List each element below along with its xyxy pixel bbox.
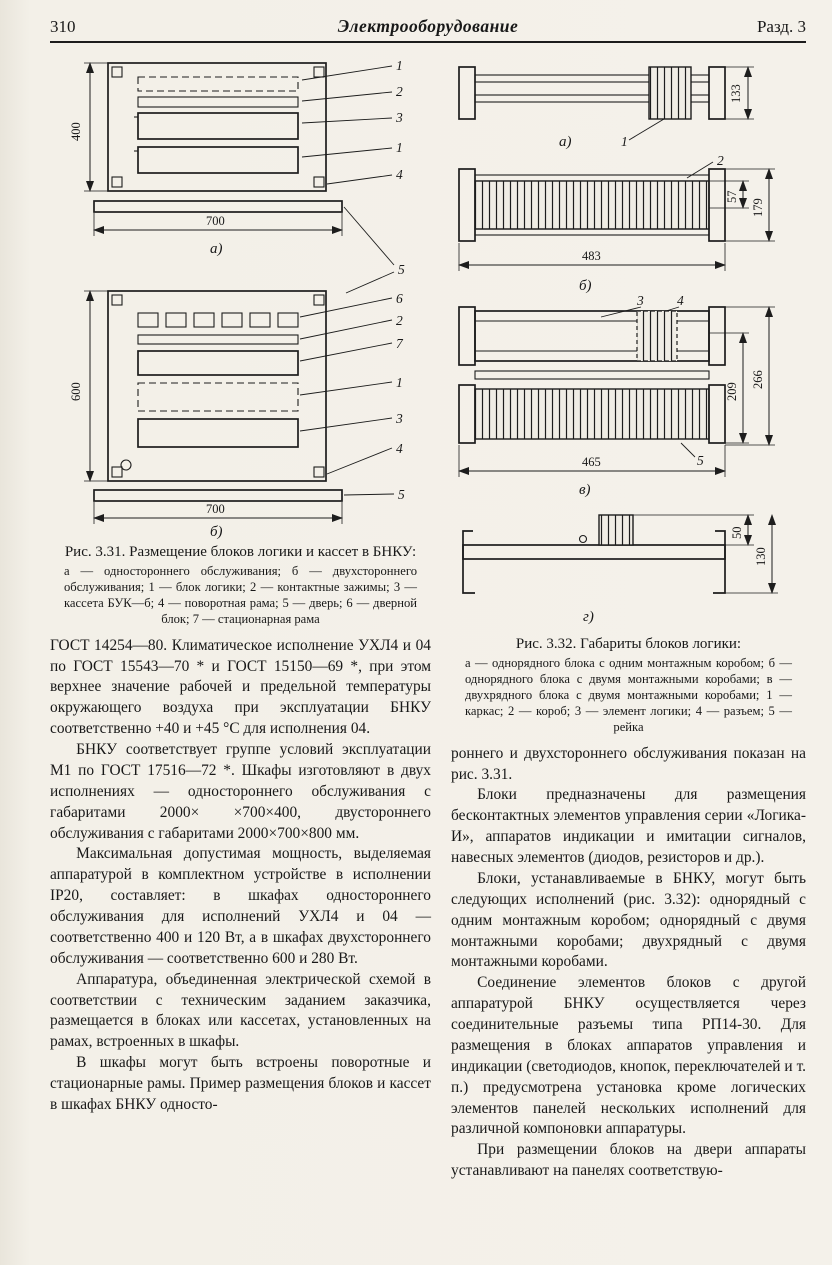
paragraph: ГОСТ 14254—80. Климатическое исполнение УХЛ4 и 04 по ГОСТ 15543—70 * и ГОСТ 15150—69 *, при этом верхнее значение рабочей и предельной температуры окружающего воздуха при эксплуатации БНКУ соответственно +40 и +45 °С для исполнения 04. <box>50 636 431 738</box>
fig31-b-dim-width: 700 <box>206 502 225 516</box>
fig31-b-dim-height: 600 <box>69 382 83 401</box>
fig32-v-callout-4: 4 <box>677 293 684 308</box>
two-column-layout <box>0 43 832 1182</box>
right-column-text <box>451 744 806 1182</box>
figure-3-31 <box>50 53 431 628</box>
figure-3-31-drawing <box>50 53 431 539</box>
figure-3-32-drawing <box>451 53 806 631</box>
fig32-a-callout-1: 1 <box>621 134 628 149</box>
fig32-v-dim-inner: 209 <box>725 382 739 401</box>
fig31-b-callout-3: 3 <box>396 411 403 426</box>
fig31-a-callout-2: 2 <box>396 84 403 99</box>
paragraph: Блоки предназначены для размещения бесконтактных элементов управления серии «Логика-И», аппаратов индикации и имитации сигналов, навесных элементов (диодов, резисторов и др.). <box>451 786 806 867</box>
fig31-b-callout-6: 6 <box>396 291 403 306</box>
fig32-v-dim-outer: 266 <box>751 370 765 389</box>
fig31-caption-title: Рис. 3.31. Размещение блоков логики и кассет в БНКУ: <box>64 544 417 560</box>
fig31-a-callout-5: 5 <box>398 262 405 277</box>
running-title: Электрооборудование <box>337 16 519 36</box>
fig32-b-dim-width: 483 <box>582 249 601 263</box>
fig31-a-callout-1b: 1 <box>396 140 403 155</box>
fig32-a-label: а) <box>559 134 572 150</box>
fig31-b-callout-5: 5 <box>398 487 405 502</box>
fig31-a-dim-height: 400 <box>69 122 83 141</box>
page-header <box>50 16 806 43</box>
fig31-a-label: а) <box>210 241 223 257</box>
fig31-a-dim-width: 700 <box>206 214 225 228</box>
fig32-g-label: г) <box>583 609 594 625</box>
fig31-b-callout-2: 2 <box>396 313 403 328</box>
fig32-b-dim-outer: 179 <box>751 198 765 217</box>
fig31-caption-legend: а — одностороннего обслуживания; б — двухстороннего обслуживания; 1 — блок логики; 2 — контактные зажимы; 3 — кассета БУК—б; 4 — поворотная рама; 5 — дверь; 6 — дверной блок; 7 — стационарная рама <box>64 563 417 626</box>
fig31-b-callout-7: 7 <box>396 336 403 351</box>
fig32-v-label: в) <box>579 482 591 498</box>
fig32-v-dim-width: 465 <box>582 455 601 469</box>
paragraph: При размещении блоков на двери аппараты устанавливают на панелях соответствую- <box>451 1141 806 1180</box>
figure-3-32 <box>451 53 806 736</box>
fig32-g-dim-bottom: 130 <box>754 547 768 566</box>
page-number: 310 <box>50 17 76 36</box>
fig32-b-callout-2: 2 <box>717 153 724 168</box>
fig32-caption-legend: а — однорядного блока с одним монтажным коробом; б — однорядного блока с двумя монтажными коробами; в — двухрядного блока с двумя монтажными коробами; 1 — каркас; 2 — короб; 3 — элемент логики; 4 — разъем; 5 — рейка <box>465 655 792 734</box>
fig31-b-label: б) <box>210 524 223 539</box>
fig31-b-callout-1: 1 <box>396 375 403 390</box>
left-column-text <box>50 636 431 1116</box>
paragraph: Соединение элементов блоков с другой аппаратурой БНКУ осуществляется через соединительные разъемы типа РП14-30. Для размещения в блоках аппаратов управления и индикации (светодиодов, кнопок, переключателей и т. п.) предусмотрена установка кроме логических элементов панелей нескольких исполнений для различной компоновки аппаратуры. <box>451 974 806 1138</box>
paragraph: Максимальная допустимая мощность, выделяемая аппаратурой в комплектном устройстве в исполнении IP20, составляет: в шкафах одностороннего обслуживания для исполнений УХЛ4 и 04 — соответственно 400 и 120 Вт, а в шкафах двухстороннего обслуживания — соответственно 600 и 280 Вт. <box>50 845 431 967</box>
paragraph: Аппаратура, объединенная электрической схемой в соответствии с техническим заданием заказчика, размещается в блоках или кассетах, установленных на рамах, встроенных в шкафы. <box>50 970 431 1051</box>
right-column <box>451 53 806 1182</box>
paragraph: роннего и двухстороннего обслуживания показан на рис. 3.31. <box>451 744 806 783</box>
fig32-v-callout-5: 5 <box>697 453 704 468</box>
section-label: Разд. 3 <box>756 17 806 36</box>
fig32-caption-title: Рис. 3.32. Габариты блоков логики: <box>515 636 742 652</box>
fig32-v-callout-3: 3 <box>637 293 644 308</box>
fig32-g-dim-top: 50 <box>730 526 744 539</box>
figure-3-31-caption <box>50 543 431 628</box>
fig31-a-callout-4: 4 <box>396 167 403 182</box>
paragraph: БНКУ соответствует группе условий эксплуатации М1 по ГОСТ 17516—72 *. Шкафы изготовляют в двух исполнениях — одностороннего обслуживания с габаритами 2000× ×700×400, двустороннего обслуживания с габаритами 2000×700×800 мм. <box>50 741 431 842</box>
fig32-b-dim-inner: 57 <box>725 190 739 203</box>
fig31-a-callout-3: 3 <box>396 110 403 125</box>
fig31-a-callout-1: 1 <box>396 58 403 73</box>
left-column <box>50 53 431 1182</box>
figure-3-32-caption <box>451 635 806 736</box>
paragraph: В шкафы могут быть встроены поворотные и стационарные рамы. Пример размещения блоков и кассет в шкафах БНКУ односто- <box>50 1054 431 1113</box>
fig32-b-label: б) <box>579 278 592 294</box>
fig32-a-dim-height: 133 <box>729 84 743 103</box>
fig31-b-callout-4: 4 <box>396 441 403 456</box>
paragraph: Блоки, устанавливаемые в БНКУ, могут быть следующих исполнений (рис. 3.32): однорядный с одним монтажным коробом; однорядный с двумя монтажными коробами; двухрядный с двумя монтажными коробами. <box>451 869 806 971</box>
